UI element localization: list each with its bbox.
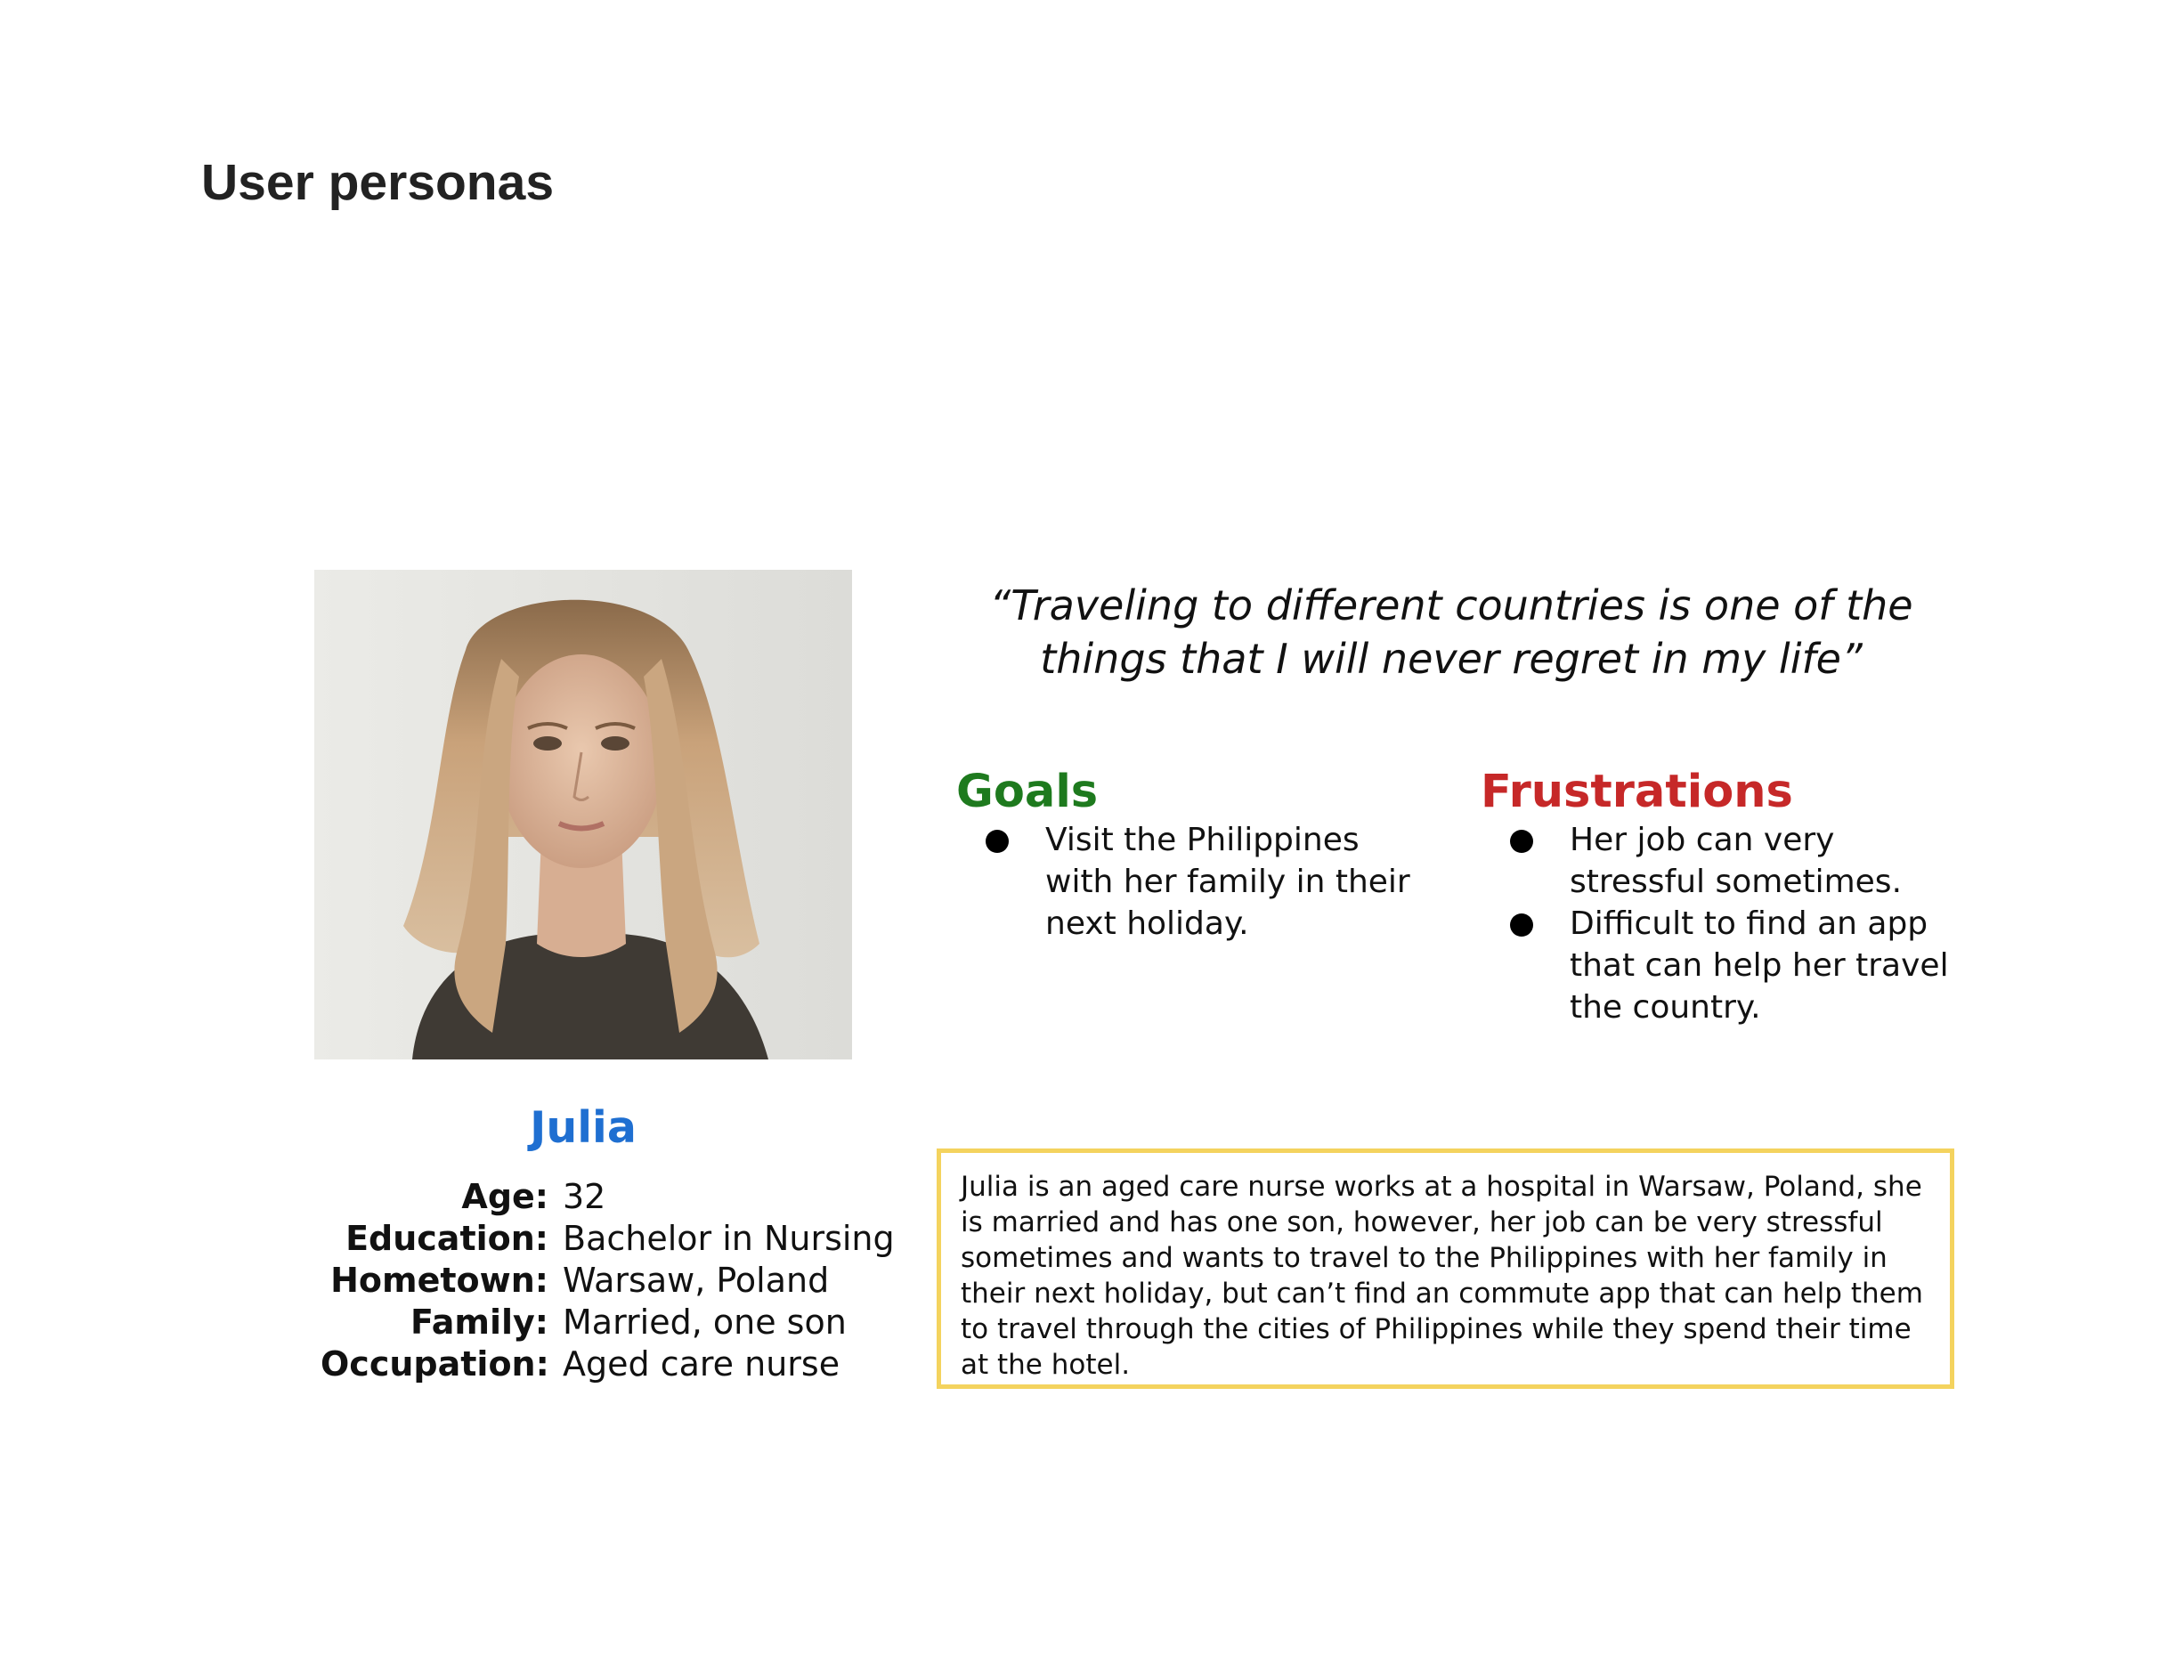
page-title: User personas xyxy=(201,154,555,211)
detail-row-occupation xyxy=(321,1343,908,1384)
frustration-text: Her job can very stressful sometimes. xyxy=(1570,822,1903,900)
detail-row-hometown xyxy=(321,1259,908,1301)
detail-row-family xyxy=(321,1301,908,1343)
detail-value: Aged care nurse xyxy=(563,1343,840,1384)
frustration-item xyxy=(1481,819,1979,903)
persona-details xyxy=(321,1175,908,1384)
portrait-image xyxy=(314,570,852,1059)
frustrations-section xyxy=(1481,766,1979,1028)
persona-name: Julia xyxy=(530,1102,637,1153)
frustrations-heading: Frustrations xyxy=(1481,766,1793,818)
goal-item xyxy=(956,819,1437,945)
frustrations-list xyxy=(1481,819,1979,1028)
detail-label: Education: xyxy=(345,1218,548,1258)
detail-row-age xyxy=(321,1175,908,1217)
bullet-icon xyxy=(1510,830,1533,853)
detail-label: Age: xyxy=(461,1176,548,1216)
detail-value: 32 xyxy=(563,1176,606,1216)
persona-bio-text: Julia is an aged care nurse works at a hospital in Warsaw, Poland, she is married and has one son, however, her job can be very stressful sometimes and wants to travel to the Philippines with her family in their next holiday, but can’t find an commute app that can help them to travel through the cities of Philippines while they spend their time at the hotel. xyxy=(961,1171,1923,1381)
goals-section xyxy=(956,766,1437,945)
bullet-icon xyxy=(1510,913,1533,937)
goals-heading: Goals xyxy=(956,766,1099,818)
goals-list xyxy=(956,819,1437,945)
frustration-item xyxy=(1481,903,1979,1028)
bullet-icon xyxy=(986,830,1009,853)
persona-quote: “Traveling to different countries is one of the things that I will never regret in my life” xyxy=(989,581,1913,683)
detail-label: Family: xyxy=(410,1302,548,1342)
detail-row-education xyxy=(321,1217,908,1259)
persona-bio-box xyxy=(937,1148,1954,1389)
persona-photo xyxy=(314,570,852,1059)
detail-value: Married, one son xyxy=(563,1302,847,1342)
detail-value: Warsaw, Poland xyxy=(563,1260,830,1300)
detail-label: Hometown: xyxy=(330,1260,548,1300)
frustration-text: Difficult to find an app that can help her travel the country. xyxy=(1570,905,1949,1026)
detail-label: Occupation: xyxy=(321,1343,549,1384)
goal-text: Visit the Philippines with her family in their next holiday. xyxy=(1045,822,1410,942)
detail-value: Bachelor in Nursing xyxy=(563,1218,895,1258)
